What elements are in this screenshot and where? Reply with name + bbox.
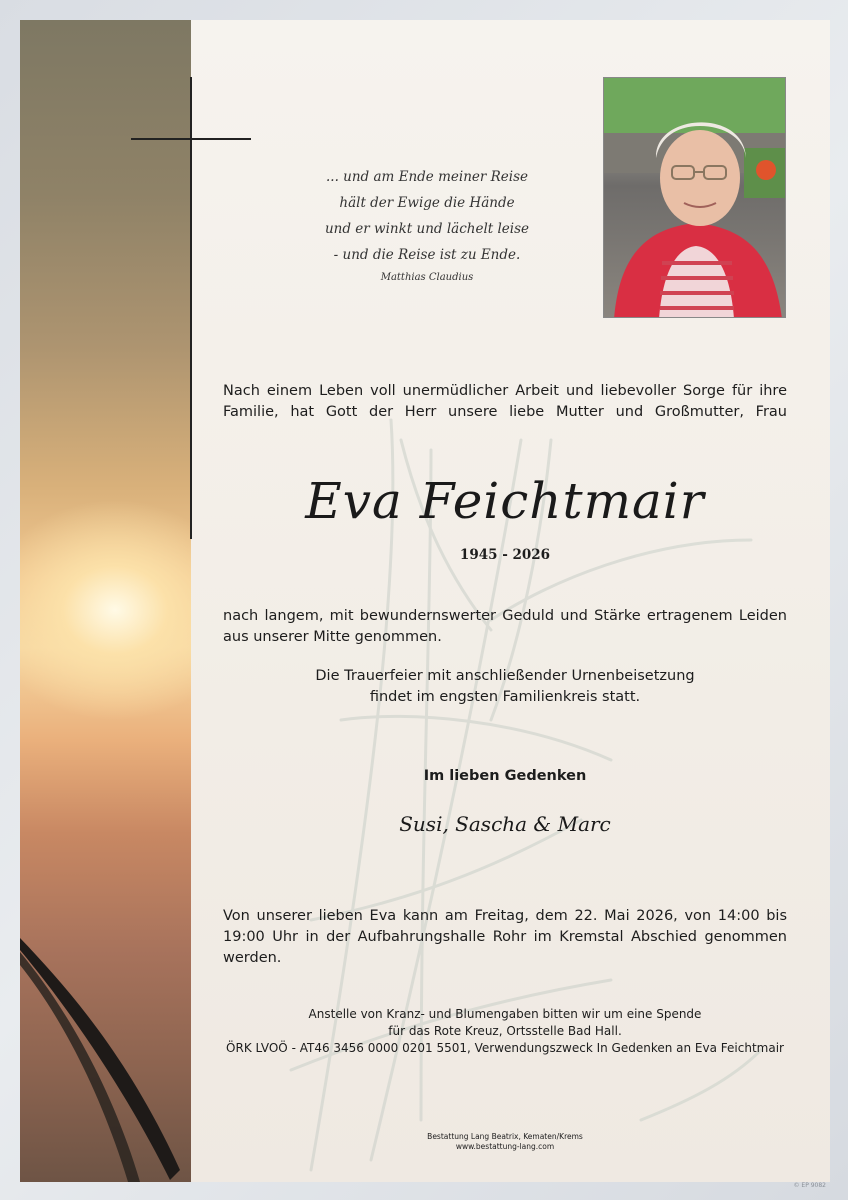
viewing-text [223,906,787,969]
donation-line: ÖRK LVOÖ - AT46 3456 0000 0201 5501, Verwendungszweck In Gedenken an Eva Feichtmair [226,1041,784,1055]
intro-line: Nach einem Leben voll unermüdlicher Arbeit und liebevoller Sorge für ihre [223,383,787,399]
viewing-line: Von unserer lieben Eva kann am Freitag, dem 22. Mai 2026, von 14:00 bis [223,908,787,924]
cross-vertical [190,77,192,539]
donation-text [223,1006,787,1057]
leaf-silhouette-icon [20,20,191,1182]
life-dates: 1945 - 2026 [459,547,551,563]
portrait-illustration-icon [604,78,786,318]
passed-text [223,606,787,648]
passed-line: aus unserer Mitte genommen. [223,629,442,645]
template-code: © EP 9082 [793,1182,826,1189]
undertaker-footer [223,1132,787,1152]
undertaker-website: www.bestattung-lang.com [455,1142,555,1151]
family-names: Susi, Sascha & Marc [399,812,611,836]
sunset-image [20,20,191,1182]
quote-line: und er winkt und lächelt leise [324,221,530,237]
memory-heading: Im lieben Gedenken [423,768,587,784]
donation-line: für das Rote Kreuz, Ortsstelle Bad Hall. [388,1024,622,1038]
quote [282,164,572,268]
intro-text [223,381,787,423]
quote-line: hält der Ewige die Hände [339,195,515,211]
quote-author: Matthias Claudius [380,272,474,283]
intro-line: Familie, hat Gott der Herr unsere liebe Mutter und Großmutter, Frau [223,404,787,420]
quote-line: - und die Reise ist zu Ende. [333,247,521,263]
donation-line: Anstelle von Kranz- und Blumengaben bitten wir um eine Spende [308,1007,702,1021]
cross-horizontal [131,138,251,140]
quote-line: ... und am Ende meiner Reise [325,169,529,185]
passed-line: nach langem, mit bewundernswerter Geduld und Stärke ertragenem Leiden [223,608,787,624]
viewing-line: 19:00 Uhr in der Aufbahrungshalle Rohr im Kremstal Abschied genommen [223,929,787,945]
undertaker-name: Bestattung Lang Beatrix, Kematen/Krems [427,1132,583,1141]
ceremony-line: Die Trauerfeier mit anschließender Urnenbeisetzung [315,668,695,684]
parte-card [20,20,830,1182]
portrait-photo [603,77,786,318]
viewing-line: werden. [223,950,282,966]
ceremony-text [223,666,787,708]
deceased-name: Eva Feichtmair [305,472,705,530]
ceremony-line: findet im engsten Familienkreis statt. [369,689,641,705]
